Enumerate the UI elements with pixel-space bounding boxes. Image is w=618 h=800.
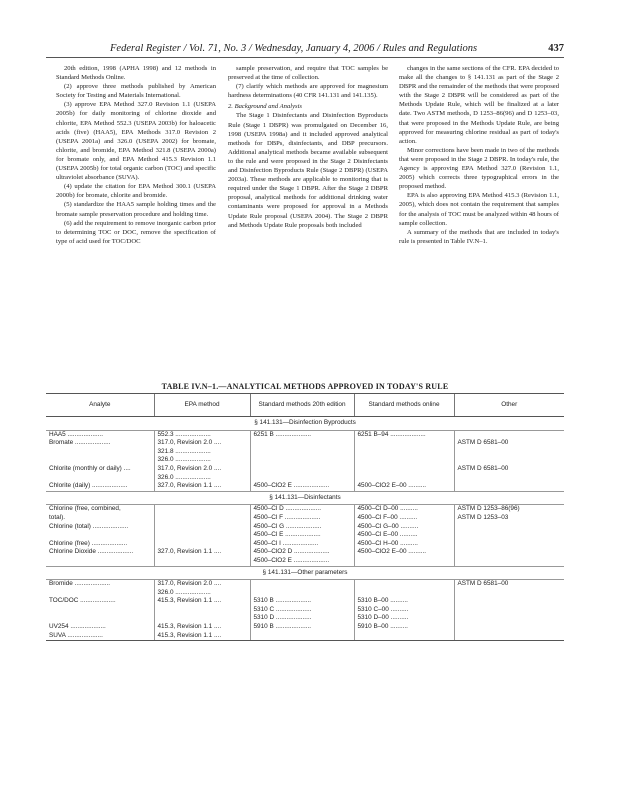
table-cell: 415.3, Revision 1.1 ....	[154, 597, 250, 606]
table-cell	[46, 531, 154, 540]
table-row	[46, 439, 564, 448]
section-heading: 2. Background and Analysis	[228, 103, 302, 111]
table-row	[46, 505, 564, 514]
page-header	[46, 43, 564, 58]
table-cell	[250, 474, 354, 483]
table-cell: Chlorite (monthly or daily) ....	[49, 464, 131, 472]
table-cell	[46, 614, 154, 623]
table-cell	[454, 548, 564, 557]
table-cell: 4500–ClO2 E–00 ..........	[354, 548, 454, 557]
section-title: § 141.131—Disinfection Byproducts	[46, 417, 564, 431]
table-row	[46, 589, 564, 598]
table-cell: ASTM D 1253–86(96)	[454, 505, 564, 514]
table-cell: 4500–ClO2 E ....................	[250, 557, 354, 566]
table-row	[46, 430, 564, 439]
paragraph: changes in the same sections of the CFR. EPA decided to make all the changes to § 141.131 as part of the Stage 2 DBPR and the remainder of the methods that were proposed with the Stage 2 DBPR will be considered as part of the Methods Update Rule, which will be finalized at a later date. Two ASTM methods, D 1253–86(96) and D 1253–03, that were proposed in the Methods Update Rule, are being approved for measuring chlorine residual as part of today's action.	[399, 65, 559, 145]
table-cell	[354, 456, 454, 465]
table-cell	[250, 465, 354, 474]
table-cell: 5910 B ....................	[250, 623, 354, 632]
table-cell: 327.0, Revision 1.1 ....	[154, 548, 250, 557]
table-cell: Chlorine (total) ....................	[49, 522, 129, 530]
table-row	[46, 557, 564, 566]
column-header: Other	[454, 394, 564, 417]
table-cell: 4500–Cl E ....................	[250, 531, 354, 540]
table-row	[46, 514, 564, 523]
table-row	[46, 456, 564, 465]
table-cell	[454, 482, 564, 491]
table-cell: 5310 D ....................	[250, 614, 354, 623]
table-cell	[154, 540, 250, 549]
table-cell	[354, 474, 454, 483]
table-cell: 326.0 ....................	[154, 456, 250, 465]
paragraph: (7) clarify which methods are approved for magnesium hardness determinations (40 CFR 141.131 and 141.135).	[228, 83, 388, 100]
paragraph: The Stage 1 Disinfectants and Disinfection Byproducts Rule (Stage 1 DBPR) was promulgated on December 16, 1998 (USEPA 1998a) and it included approved analytical methods for DBPs, disinfectants, and DBP precursors. Additional analytical methods became available subsequent to the rule and were proposed in the Stage 2 Disinfectants and Disinfection Byproducts Rule (Stage 2 DBPR) (USEPA 2003a). These methods are applicable to monitoring that is required under the Stage 1 DBPR. After the Stage 2 DBPR proposal, analytical methods for additional drinking water contaminants were proposed for approval in a Methods Update Rule proposal (USEPA 2004). The Stage 2 DBPR and Methods Update Rule proposals both included	[228, 112, 388, 229]
table-cell: 326.0 ....................	[154, 474, 250, 483]
table-cell	[154, 614, 250, 623]
table-cell: ASTM D 6581–00	[454, 439, 564, 448]
table-cell: 5310 D–00 ..........	[354, 614, 454, 623]
table-cell: Bromide ....................	[49, 580, 111, 588]
text-column-3	[399, 64, 559, 246]
table-cell	[250, 589, 354, 598]
paragraph: (2) approve three methods published by American Society for Testing and Materials International.	[56, 83, 216, 100]
table-cell	[454, 606, 564, 615]
table-cell	[454, 557, 564, 566]
text-column-1	[56, 64, 216, 246]
paragraph: EPA is also approving EPA Method 415.3 (Revision 1.1, 2005), which does not contain the requirement that samples for the analysis of TOC must be analyzed within 48 hours of sample collection.	[399, 192, 559, 227]
table-cell	[454, 448, 564, 457]
table-cell	[354, 439, 454, 448]
table-cell	[454, 632, 564, 641]
table-cell	[250, 439, 354, 448]
table-cell	[154, 505, 250, 514]
table-cell	[454, 523, 564, 532]
table-section-row	[46, 566, 564, 580]
table-cell	[454, 474, 564, 483]
column-header: EPA method	[154, 394, 250, 417]
table-row	[46, 614, 564, 623]
methods-table	[46, 393, 564, 641]
table-row	[46, 474, 564, 483]
table-cell	[46, 448, 154, 457]
table-cell: 327.0, Revision 1.1 ....	[154, 482, 250, 491]
table-cell	[250, 456, 354, 465]
table-cell	[154, 523, 250, 532]
table-cell: 317.0, Revision 2.0 ....	[154, 465, 250, 474]
table-cell	[454, 614, 564, 623]
table-cell: ASTM D 6581–00	[454, 465, 564, 474]
table-row	[46, 465, 564, 474]
section-title: § 141.131—Disinfectants	[46, 491, 564, 505]
table-row	[46, 531, 564, 540]
table-cell: 4500–ClO2 D ....................	[250, 548, 354, 557]
table-cell: 4500–Cl I ....................	[250, 540, 354, 549]
table-cell: 4500–Cl F ....................	[250, 514, 354, 523]
table-cell: UV254 ....................	[49, 623, 106, 631]
table-cell: 6251 B ....................	[250, 430, 354, 439]
table-cell	[46, 606, 154, 615]
table-cell	[354, 465, 454, 474]
column-header: Standard methods 20th edition	[250, 394, 354, 417]
table-cell: 552.3 ....................	[154, 430, 250, 439]
table-cell: 4500–ClO2 E–00 ..........	[354, 482, 454, 491]
table-section-row	[46, 417, 564, 431]
table-cell: TOC/DOC ....................	[49, 597, 116, 605]
table-cell: 4500–Cl G–00 ..........	[354, 523, 454, 532]
table-cell: 4500–Cl D ....................	[250, 505, 354, 514]
table-cell: SUVA ....................	[46, 632, 154, 641]
table-cell: 5310 C–00 ..........	[354, 606, 454, 615]
table-cell	[454, 597, 564, 606]
table-row	[46, 606, 564, 615]
table-row	[46, 597, 564, 606]
table-cell	[454, 456, 564, 465]
running-head: Federal Register / Vol. 71, No. 3 / Wednesday, January 4, 2006 / Rules and Regulations	[110, 43, 478, 54]
table-cell: 317.0, Revision 2.0 ....	[154, 439, 250, 448]
table-cell	[154, 531, 250, 540]
table-cell	[454, 540, 564, 549]
table-cell	[454, 589, 564, 598]
table-cell: 326.0 ....................	[154, 589, 250, 598]
table-cell	[250, 448, 354, 457]
table-row	[46, 623, 564, 632]
table-row	[46, 523, 564, 532]
table-cell: 4500–Cl H–00 ..........	[354, 540, 454, 549]
table-row	[46, 448, 564, 457]
paragraph: (3) approve EPA Method 327.0 Revision 1.1 (USEPA 2005b) for daily monitoring of chlorine dioxide and chlorite, EPA Method 552.3 (USEPA 2003b) for haloacetic acids (five) (HAA5), EPA Methods 317.0 Revision 2 (USEPA 2001a) and 326.0 (USEPA 2002) for bromate, chlorite, and bromide, EPA Method 321.8 (USEPA 2000a) for bromate only, and EPA Method 415.3 Revision 1.1 (USEPA 2005b) for total organic carbon (TOC) and specific ultraviolet absorbance (SUVA).	[56, 101, 216, 182]
table-cell: 317.0, Revision 2.0 ....	[154, 580, 250, 589]
table-row	[46, 632, 564, 641]
column-header: Standard methods online	[354, 394, 454, 417]
table-row	[46, 580, 564, 589]
paragraph: (6) add the requirement to remove inorganic carbon prior to determining TOC or DOC, remove the specification of type of acid used for TOC/DOC	[56, 219, 216, 245]
table-cell	[46, 474, 154, 483]
table-cell: 415.3, Revision 1.1 ....	[154, 632, 250, 641]
table-cell	[154, 557, 250, 566]
table-cell: 415.3, Revision 1.1 ....	[154, 623, 250, 632]
table-body	[46, 417, 564, 641]
table-cell: Chlorite (daily) ....................	[49, 482, 128, 490]
table-cell: ASTM D 1253–03	[454, 514, 564, 523]
table-cell: 4500–Cl F–00 ..........	[354, 514, 454, 523]
table-section-row	[46, 491, 564, 505]
table-cell	[154, 514, 250, 523]
table-cell	[354, 557, 454, 566]
table-cell: Chlorine (free, combined,	[49, 505, 121, 513]
table-cell: 5310 C ....................	[250, 606, 354, 615]
table-cell: 4500–ClO2 E ....................	[250, 482, 354, 491]
table-cell: 5910 B–00 ..........	[354, 623, 454, 632]
table-cell: 5310 B–00 ..........	[354, 597, 454, 606]
column-header: Analyte	[46, 394, 154, 417]
page-number: 437	[548, 43, 564, 54]
table-cell	[354, 589, 454, 598]
table-cell: 4500–Cl D–00 ..........	[354, 505, 454, 514]
section-title: § 141.131—Other parameters	[46, 566, 564, 580]
table-cell: HAA5 ....................	[49, 430, 103, 438]
table-row	[46, 548, 564, 557]
table-cell: Chlorine Dioxide ....................	[49, 548, 134, 556]
paragraph: A summary of the methods that are included in today's rule is presented in Table IV.N–1.	[399, 228, 559, 245]
text-column-2	[228, 64, 388, 230]
table-row	[46, 540, 564, 549]
table-cell	[354, 448, 454, 457]
table-cell	[354, 632, 454, 641]
table-cell	[454, 531, 564, 540]
table-cell	[250, 580, 354, 589]
table-cell: 4500–Cl G ....................	[250, 523, 354, 532]
table-cell	[454, 623, 564, 632]
table-row	[46, 482, 564, 491]
table-cell: total).	[49, 513, 65, 521]
table-cell: 321.8 ....................	[154, 448, 250, 457]
table-cell	[354, 580, 454, 589]
table-cell	[46, 589, 154, 598]
table-cell: Bromate ....................	[49, 439, 111, 447]
paragraph: 20th edition, 1998 (APHA 1998) and 12 methods in Standard Methods Online.	[56, 65, 216, 82]
table-cell: 6251 B–94 ....................	[354, 430, 454, 439]
table-cell	[46, 557, 154, 566]
table-cell	[46, 456, 154, 465]
table-cell	[454, 430, 564, 439]
table-cell	[250, 632, 354, 641]
paragraph: Minor corrections have been made in two of the methods that were proposed in the Stage 2 DBPR. In today's rule, the Agency is approving EPA Method 327.0 (Revision 1.1, 2005) which corrects three typographical errors in the proposed method.	[399, 146, 559, 191]
table-caption: TABLE IV.N–1.—ANALYTICAL METHODS APPROVED IN TODAY'S RULE	[161, 382, 449, 391]
table-header-row	[46, 394, 564, 417]
paragraph: (5) standardize the HAA5 sample holding times and the bromate sample preservation procedure and holding time.	[56, 201, 216, 218]
table-cell: 4500–Cl E–00 ..........	[354, 531, 454, 540]
table-cell: 5310 B ....................	[250, 597, 354, 606]
table-cell	[154, 606, 250, 615]
paragraph: sample preservation, and require that TOC samples be preserved at the time of collection.	[228, 65, 388, 82]
table-cell: Chlorine (free) ....................	[49, 539, 128, 547]
table-cell: ASTM D 6581–00	[454, 580, 564, 589]
paragraph: (4) update the citation for EPA Method 300.1 (USEPA 2000b) for bromate, chlorite and bromide.	[56, 183, 216, 200]
